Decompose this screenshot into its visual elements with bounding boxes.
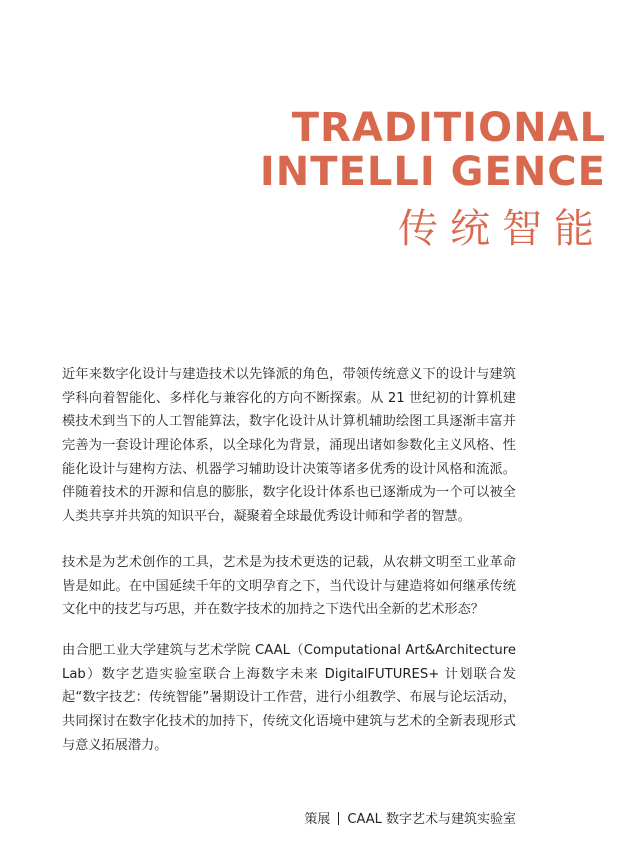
title-english-line1: TRADITIONAL bbox=[291, 105, 606, 151]
separator bbox=[338, 812, 339, 825]
curator-label: 策展 bbox=[304, 812, 331, 827]
title-english-line2: INTELLI GENCE bbox=[259, 149, 606, 195]
curator-organizer: CAAL 数字艺术与建筑实验室 bbox=[347, 812, 516, 827]
art-technology-paragraph: 技术是为艺术创作的工具，艺术是为技术更迭的记载，从农耕文明至工业革命皆是如此。在中国延续千年的文明孕育之下，当代设计与建造将如何继承传统文化中的技艺与巧思，并在数字技术的加持之下迭代出全新的艺术形态？ bbox=[62, 555, 516, 618]
curator-credit bbox=[304, 808, 516, 827]
title-chinese: 传统智能 bbox=[398, 206, 606, 252]
workshop-paragraph: 由合肥工业大学建筑与艺术学院 CAAL（Computational Art&Architecture Lab）数字艺造实验室联合上海数字未来 DigitalFUTURES+ 计划联合发起“数字技艺：传统智能”暑期设计工作营，进行小组教学、布展与论坛活动，共同探讨在数字化技术的加持下，传统文化语境中建筑与艺术的全新表现形式与意义拓展潜力。 bbox=[62, 643, 516, 753]
intro-paragraph: 近年来数字化设计与建造技术以先锋派的角色，带领传统意义下的设计与建筑学科向着智能化、多样化与兼容化的方向不断探索。从 21 世纪初的计算机建模技术到当下的人工智能算法，数字化设计从计算机辅助绘图工具逐渐丰富并完善为一套设计理论体系，以全球化为背景，涌现出诸如参数化主义风格、性能化设计与建构方法、机器学习辅助设计决策等诸多优秀的设计风格和流派。伴随着技术的开源和信息的膨胀，数字化设计体系也已逐渐成为一个可以被全人类共享并共筑的知识平台，凝聚着全球最优秀设计师和学者的智慧。 bbox=[62, 367, 516, 524]
